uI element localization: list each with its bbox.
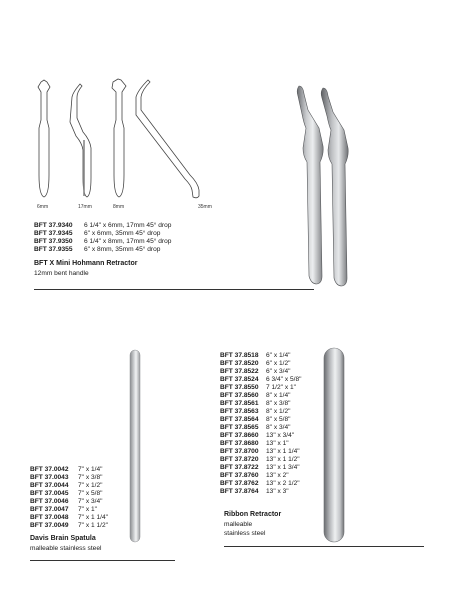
hohmann-subtitle: 12mm bent handle: [34, 270, 89, 277]
product-code: BFT 37.0047: [30, 506, 69, 513]
product-row: [30, 514, 108, 522]
product-row: [220, 440, 301, 448]
product-desc: 6" x 6mm, 35mm 45° drop: [84, 230, 161, 237]
product-code: BFT 37.8762: [220, 480, 259, 487]
product-code: BFT 37.8563: [220, 408, 259, 415]
product-desc: 6" x 1/4": [266, 352, 291, 359]
product-desc: 7" x 1/2": [78, 482, 103, 489]
product-row: [220, 480, 301, 488]
product-code: BFT 37.8760: [220, 472, 259, 479]
product-desc: 6 1/4" x 8mm, 17mm 45° drop: [84, 238, 172, 245]
product-code: BFT 37.8564: [220, 416, 259, 423]
product-desc: 8" x 3/8": [266, 400, 291, 407]
product-desc: 7" x 1 1/4": [78, 514, 108, 521]
product-code: BFT 37.0046: [30, 498, 69, 505]
product-row: [220, 392, 301, 400]
product-desc: 6" x 3/4": [266, 368, 291, 375]
spatula-title: Davis Brain Spatula: [30, 535, 96, 542]
spatula-product-photo: [128, 348, 142, 544]
product-desc: 6 3/4" x 5/8": [266, 376, 302, 383]
product-desc: 7" x 1/4": [78, 466, 103, 473]
product-desc: 7" x 3/8": [78, 474, 103, 481]
product-desc: 6 1/4" x 6mm, 17mm 45° drop: [84, 222, 172, 229]
product-row: [30, 498, 108, 506]
product-row: [220, 472, 301, 480]
ribbon-subtitle-line-2: stainless steel: [224, 530, 266, 537]
product-desc: 13" x 2 1/2": [266, 480, 300, 487]
product-desc: 13" x 2": [266, 472, 289, 479]
product-desc: 7" x 1": [78, 506, 97, 513]
product-desc: 8" x 1/2": [266, 408, 291, 415]
product-code: BFT 37.8680: [220, 440, 259, 447]
ribbon-product-list: [220, 352, 301, 496]
product-code: BFT 37.8560: [220, 392, 259, 399]
product-row: [220, 376, 301, 384]
product-desc: 7" x 1 1/2": [78, 522, 108, 529]
product-code: BFT 37.0042: [30, 466, 69, 473]
product-code: BFT 37.9355: [34, 246, 73, 253]
ribbon-subtitle-line-1: malleable: [224, 521, 253, 528]
product-code: BFT 37.8518: [220, 352, 259, 359]
spatula-subtitle: malleable stainless steel: [30, 545, 102, 552]
product-row: [34, 222, 171, 230]
product-code: BFT 37.8565: [220, 424, 259, 431]
product-desc: 8" x 5/8": [266, 416, 291, 423]
product-row: [30, 506, 108, 514]
product-code: BFT 37.9340: [34, 222, 73, 229]
product-row: [30, 490, 108, 498]
product-code: BFT 37.8722: [220, 464, 259, 471]
hohmann-product-photo: [290, 80, 360, 290]
product-desc: 8" x 1/4": [266, 392, 291, 399]
product-row: [30, 522, 108, 530]
product-row: [34, 230, 171, 238]
product-row: [220, 456, 301, 464]
hohmann-drawing-35mm: [136, 80, 199, 198]
dim-label-17mm: 17mm: [78, 204, 92, 210]
product-code: BFT 37.8720: [220, 456, 259, 463]
product-code: BFT 37.0048: [30, 514, 69, 521]
product-row: [220, 384, 301, 392]
ribbon-divider: [224, 546, 424, 547]
product-code: BFT 37.8524: [220, 376, 259, 383]
product-row: [220, 352, 301, 360]
product-row: [220, 360, 301, 368]
product-code: BFT 37.9345: [34, 230, 73, 237]
product-row: [220, 408, 301, 416]
product-desc: 13" x 1 1/4": [266, 448, 300, 455]
product-code: BFT 37.0044: [30, 482, 69, 489]
product-desc: 13" x 1": [266, 440, 289, 447]
product-desc: 6" x 8mm, 35mm 45° drop: [84, 246, 161, 253]
product-code: BFT 37.9350: [34, 238, 73, 245]
ribbon-title: Ribbon Retractor: [224, 511, 282, 518]
product-row: [30, 482, 108, 490]
hohmann-drawing-8mm: [112, 79, 126, 197]
product-desc: 7" x 3/4": [78, 498, 103, 505]
hohmann-drawing-6mm: [38, 80, 50, 197]
product-row: [220, 488, 301, 496]
hohmann-divider: [34, 289, 314, 290]
product-desc: 7" x 5/8": [78, 490, 103, 497]
product-desc: 13" x 3": [266, 488, 289, 495]
product-code: BFT 37.0045: [30, 490, 69, 497]
product-desc: 6" x 1/2": [266, 360, 291, 367]
product-code: BFT 37.8550: [220, 384, 259, 391]
hohmann-product-list: [34, 222, 171, 254]
spatula-divider: [30, 560, 175, 561]
product-desc: 7 1/2" x 1": [266, 384, 296, 391]
product-code: BFT 37.8561: [220, 400, 259, 407]
product-code: BFT 37.8522: [220, 368, 259, 375]
hohmann-drawing-17mm: [70, 84, 91, 197]
hohmann-title: BFT X Mini Hohmann Retractor: [34, 260, 138, 267]
product-row: [34, 246, 171, 254]
ribbon-product-photo: [322, 346, 346, 544]
product-code: BFT 37.0049: [30, 522, 69, 529]
product-row: [220, 400, 301, 408]
dim-label-35mm: 35mm: [198, 204, 212, 210]
product-row: [220, 416, 301, 424]
product-code: BFT 37.8764: [220, 488, 259, 495]
product-desc: 13" x 1 3/4": [266, 464, 300, 471]
product-code: BFT 37.8700: [220, 448, 259, 455]
product-row: [220, 464, 301, 472]
product-desc: 13" x 3/4": [266, 432, 295, 439]
product-row: [220, 432, 301, 440]
product-desc: 8" x 3/4": [266, 424, 291, 431]
product-code: BFT 37.8660: [220, 432, 259, 439]
product-row: [220, 424, 301, 432]
product-row: [30, 466, 108, 474]
product-code: BFT 37.0043: [30, 474, 69, 481]
dim-label-8mm: 8mm: [113, 204, 125, 210]
product-row: [34, 238, 171, 246]
spatula-product-list: [30, 466, 108, 530]
dim-label-6mm: 6mm: [37, 204, 49, 210]
product-row: [30, 474, 108, 482]
product-row: [220, 448, 301, 456]
product-desc: 13" x 1 1/2": [266, 456, 300, 463]
product-code: BFT 37.8520: [220, 360, 259, 367]
product-row: [220, 368, 301, 376]
